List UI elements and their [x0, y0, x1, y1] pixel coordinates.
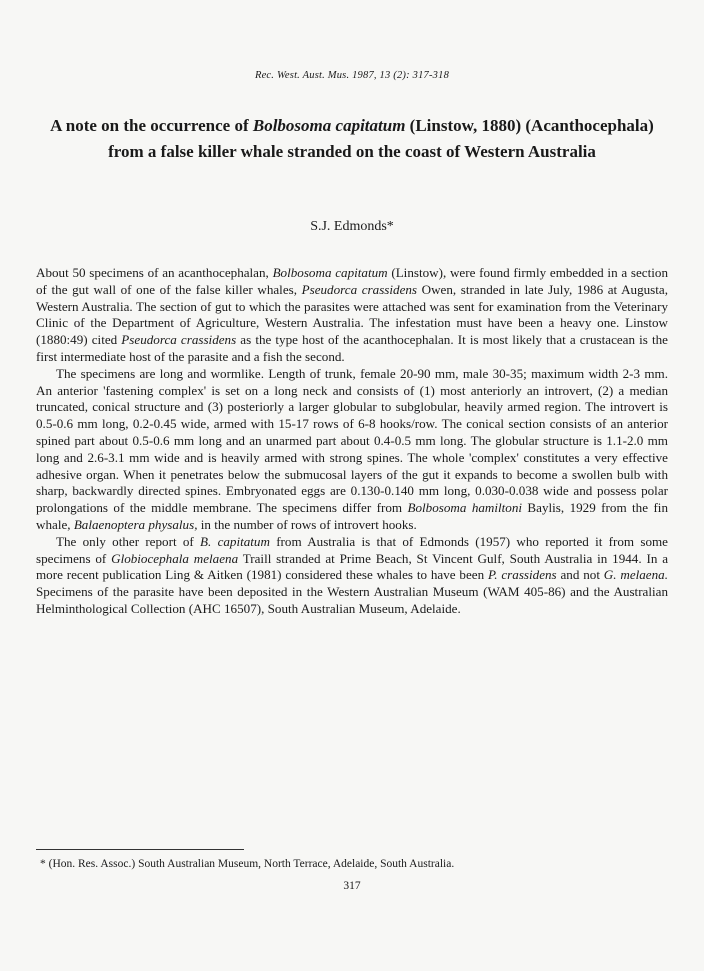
taxon-name: G. melaena. — [603, 567, 668, 583]
running-head: Rec. West. Aust. Mus. 1987, 13 (2): 317-318 — [254, 70, 450, 81]
body-paragraph-1 — [36, 265, 668, 366]
paragraph-text: About 50 specimens of an acanthocephalan, — [36, 265, 273, 280]
footnote-rule — [36, 849, 244, 850]
title-part-2: (Linstow, 1880) (Acanthocephala) from a false killer whale stranded on the coast of Western Australia — [108, 116, 654, 161]
body-paragraph-3 — [36, 534, 668, 618]
taxon-name: B. capitatum — [200, 533, 270, 549]
paragraph-text: The specimens are long and wormlike. Length of trunk, female 20-90 mm, male 30-35; maximum width 2-3 mm. An anterior 'fastening complex' is set on a long neck and consists of (1) most anteriorly an introvert, (2) a median truncated, conical structure and (3) posteriorly a larger globular to subglobular, heavily armed region. The introvert is 0.5-0.6 mm long, 0.2-0.45 wide, armed with 15-17 rows of 6-8 hooks/row. The conical section consists of an anterior spined part about 0.5-0.6 mm long and an unarmed part about 0.4-0.5 mm long. The globular structure is 1.1-2.0 mm long and 2.6-3.1 mm wide and is heavily armed with strong spines. The whole 'complex' constitutes a very effective adhesive organ. When it penetrates below the submucosal layers of the gut it expands to become a swollen bulb with sharp, backwardly directed spines. Embryonated eggs are 0.130-0.140 mm long, 0.030-0.038 wide and possess polar prolongations of the middle membrane. The specimens differ from — [36, 365, 668, 516]
paragraph-text: Traill stranded at Prime Beach, St Vincent Gulf, South Australia in 1944. In a more recent publication Ling & Aitken (1981) considered these whales to have been — [36, 550, 669, 583]
paragraph-text: Specimens of the parasite have been deposited in the Western Australian Museum (WAM 405-86) and the Australian Helminthological Collection (AHC 16507), South Australian Museum, Adelaide. — [36, 584, 668, 616]
taxon-name: Bolbosoma hamiltoni — [407, 500, 523, 516]
taxon-name: Pseudorca crassidens — [121, 332, 237, 348]
paragraph-text: (Linstow), were found firmly embedded in a section of the gut wall of one of the false killer whales, — [36, 265, 668, 297]
taxon-name: Globiocephala melaena — [111, 550, 239, 566]
paragraph-text: Baylis, 1929 from the fin whale, — [36, 500, 668, 532]
article-title — [40, 113, 664, 165]
paragraph-text: Owen, stranded in late July, 1986 at Augusta, Western Australia. The section of gut to which the parasites were attached was sent for examination from the Veterinary Clinic of the Department of Agriculture, Western Australia. The infestation must have been a heavy one. Linstow (1880:49) cited — [36, 281, 668, 348]
title-part-1: A note on the occurrence of — [50, 116, 253, 135]
taxon-name: P. crassidens — [487, 567, 557, 583]
footnote: * (Hon. Res. Assoc.) South Australian Museum, North Terrace, Adelaide, South Australia. — [40, 858, 455, 870]
page-number: 317 — [343, 880, 361, 892]
author-line: S.J. Edmonds* — [310, 219, 394, 234]
paragraph-text: as the type host of the acanthocephalan. It is most likely that a crustacean is the first intermediate host of the parasite and a fish the second. — [36, 332, 668, 364]
paragraph-text: in the number of rows of introvert hooks. — [197, 516, 417, 532]
body-paragraph-2 — [36, 366, 668, 534]
taxon-name: Pseudorca crassidens — [301, 281, 418, 297]
paragraph-text: and not — [556, 567, 604, 583]
paragraph-text: The only other report of — [56, 533, 201, 549]
article-body — [36, 265, 668, 618]
taxon-name: Balaenoptera physalus, — [73, 516, 198, 532]
paragraph-text: from Australia is that of Edmonds (1957) who reported it from some specimens of — [36, 533, 668, 566]
title-species: Bolbosoma capitatum — [252, 116, 406, 135]
taxon-name: Bolbosoma capitatum — [272, 265, 388, 280]
